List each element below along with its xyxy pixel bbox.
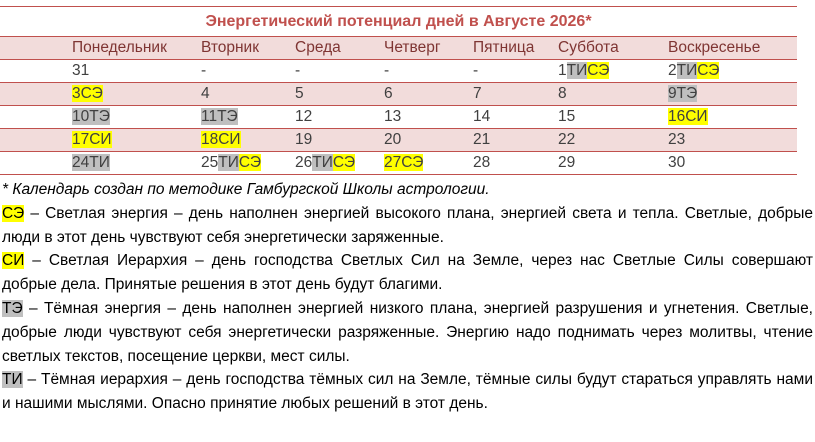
day-tag-ti: ТИ [218,154,239,171]
day-tag-te: 11ТЭ [201,108,238,125]
row-spacer [0,129,72,151]
day-number: 22 [558,131,576,148]
legend-code: СЭ [2,204,25,222]
day-number: 7 [473,85,482,102]
day-cell [295,83,384,105]
row-spacer [0,37,72,59]
day-cell [668,106,797,128]
day-number: 1 [558,62,567,79]
day-cell [72,60,201,82]
day-tag-se: 3СЭ [72,85,103,102]
day-cell [668,129,797,151]
weekday-label: Пятница [473,39,535,56]
weekday-label: Воскресенье [668,39,761,56]
day-cell [201,129,295,151]
day-number: 8 [558,85,567,102]
day-cell [295,129,384,151]
week-row [0,129,797,152]
calendar-title: Энергетический потенциал дней в Августе 2026* [0,7,797,37]
footnote: * Календарь создан по методике Гамбургской Школы астрологии. [2,181,490,198]
calendar-weeks [0,60,797,175]
row-spacer [0,152,72,174]
legend-description: – Светлая Иерархия – день господства Светлых Сил на Земле, через нас Светлые Силы совершают добрые дела. Принятые решения в этот день будут благими. [2,252,813,294]
day-number: 14 [473,108,491,125]
day-number: 2 [668,62,677,79]
legend-description: – Светлая энергия – день наполнен энергией высокого плана, энергией света и тепла. Светлые, добрые люди в этот день чувствуют себя энергетически заряженные. [2,204,813,246]
day-cell [558,83,668,105]
day-cell [295,152,384,174]
day-cell [201,152,295,174]
day-number: 29 [558,154,576,171]
day-number: 19 [295,131,313,148]
week-row [0,83,797,106]
day-tag-se: СЭ [332,154,356,171]
weekday-label: Четверг [384,39,441,56]
day-tag-ti: 24ТИ [72,154,110,171]
day-cell [72,152,201,174]
day-cell [201,106,295,128]
weekday-label: Вторник [201,39,259,56]
day-cell [558,152,668,174]
day-number: 30 [668,154,686,171]
day-cell [72,83,201,105]
day-cell [558,106,668,128]
day-number: - [295,62,301,79]
day-number: 25 [201,154,219,171]
day-number: 15 [558,108,576,125]
day-tag-te: 9ТЭ [668,85,698,102]
legend-description: – Тёмная энергия – день наполнен энергией низкого плана, энергией разрушения и угнетения. Светлые, добрые люди чувствуют себя энергетически разряженные. Энергию надо поднимать через молитвы, чтение светлых текстов, посещение церкви, мест силы. [2,299,813,365]
weekday-label: Суббота [558,39,619,56]
day-cell [384,152,473,174]
day-cell [473,60,558,82]
day-cell [473,106,558,128]
day-number: 28 [473,154,491,171]
day-number: 13 [384,108,402,125]
day-cell [668,60,797,82]
day-number: 20 [384,131,402,148]
weekday-label: Среда [295,39,341,56]
day-tag-te: 10ТЭ [72,108,110,125]
legend-code: ТИ [2,371,23,389]
weekday-header-row [0,37,797,60]
legend-code: СИ [2,252,25,270]
day-number: - [201,62,207,79]
day-cell [473,152,558,174]
day-cell [473,83,558,105]
day-tag-se: 27СЭ [384,154,424,171]
day-number: - [473,62,479,79]
day-tag-si: 18СИ [201,131,241,148]
notes-section [2,178,813,416]
legend-item [2,202,813,250]
day-cell [72,106,201,128]
day-cell [384,83,473,105]
legend-description: – Тёмная иерархия – день господства тёмных сил на Земле, тёмные силы будут стараться управлять нами и нашими мыслями. Опасно принятие любых решений в этот день. [2,371,813,413]
day-cell [558,60,668,82]
calendar-table [0,6,797,175]
day-cell [668,83,797,105]
day-cell [384,129,473,151]
day-tag-ti: ТИ [676,62,698,79]
day-number: 21 [473,131,491,148]
weekday-label: Понедельник [72,39,167,56]
day-cell [668,152,797,174]
legend-code: ТЭ [2,299,23,317]
day-number: 31 [72,62,90,79]
day-cell [295,106,384,128]
week-row [0,60,797,83]
day-tag-se: СЭ [697,62,720,79]
row-spacer [0,83,72,105]
day-tag-se: СЭ [238,154,262,171]
week-row [0,106,797,129]
day-tag-se: СЭ [587,62,610,79]
day-number: 23 [668,131,686,148]
row-spacer [0,106,72,128]
day-cell [201,60,295,82]
day-number: 26 [295,154,313,171]
day-tag-si: 16СИ [668,108,708,125]
day-cell [384,106,473,128]
day-number: - [384,62,390,79]
week-row [0,152,797,175]
day-cell [558,129,668,151]
day-cell [295,60,384,82]
legend-item [2,297,813,368]
day-cell [201,83,295,105]
day-tag-si: 17СИ [72,131,112,148]
day-number: 12 [295,108,313,125]
legend-item [2,368,813,416]
legend-item [2,249,813,297]
day-number: 6 [384,85,393,102]
day-number: 4 [201,85,210,102]
day-tag-ti: ТИ [566,62,588,79]
row-spacer [0,60,72,82]
day-cell [72,129,201,151]
day-tag-ti: ТИ [312,154,333,171]
legend-list [2,202,813,416]
day-number: 5 [295,85,304,102]
day-cell [384,60,473,82]
day-cell [473,129,558,151]
